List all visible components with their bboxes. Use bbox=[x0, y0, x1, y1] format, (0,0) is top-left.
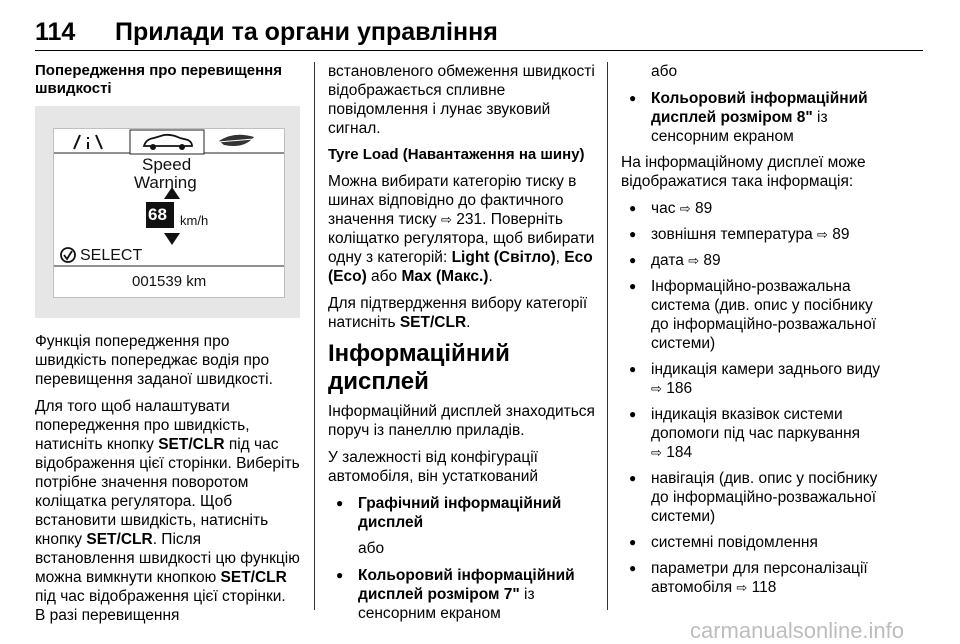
list-item: ● зовнішня температура ⇨ 89 bbox=[621, 225, 891, 244]
check-circle-icon bbox=[61, 248, 75, 262]
info-display-location: Інформаційний дисплей знаходиться поруч із панеллю приладів. bbox=[328, 403, 595, 439]
speed-warning-figure bbox=[35, 106, 300, 318]
header-rule bbox=[35, 50, 923, 51]
column-1 bbox=[35, 62, 300, 633]
display-speed-label: Speed bbox=[142, 155, 192, 174]
page-ref-arrow-icon: ⇨ bbox=[688, 253, 700, 268]
column-2 bbox=[328, 62, 596, 630]
list-item: ● індикація камери заднього виду ⇨ 186 bbox=[621, 360, 891, 398]
list-item: ● час ⇨ 89 bbox=[621, 199, 891, 218]
display-types-list-2 bbox=[328, 566, 596, 623]
column-3 bbox=[621, 62, 891, 604]
display-warning-label: Warning bbox=[134, 173, 197, 192]
display-odometer: 001539 km bbox=[132, 273, 207, 290]
road-info-icon bbox=[74, 135, 102, 149]
page-ref-arrow-icon: ⇨ bbox=[817, 227, 828, 242]
list-item: ● індикація вказівок системи допомоги під час паркування ⇨ 184 bbox=[621, 405, 891, 462]
list-item: ● Інформаційно-розважальна система (див. опис у посібнику до інформаційно-розважальної системи) bbox=[621, 277, 891, 353]
page-title: Прилади та органи управління bbox=[115, 18, 498, 46]
list-item: ● параметри для персоналізації автомобіля ⇨ 118 bbox=[621, 559, 891, 597]
info-display-config: У залежності від конфігурації автомобіля, він устаткований bbox=[328, 449, 539, 485]
page-header bbox=[35, 14, 925, 54]
tyre-load-text: Можна вибирати категорію тиску в шинах відповідно до фактичного значення тиску ⇨ 231. Поверніть коліщатко регулятора, щоб вибирати одну з категорій: Light (Світло), Eco (Eco) або Max (Макс.). bbox=[328, 173, 595, 285]
display-select-label: SELECT bbox=[80, 247, 143, 264]
speed-warning-instructions: Для того щоб налаштувати попередження про швидкість, натисніть кнопку SET/CLR під час відображення цієї сторінки. Виберіть потрібне значення поворотом коліщатка регулятора. Щоб встановити швидкість, натисніть кнопку SET/CLR. Після встановлення швидкості цю функцію можна вимкнути кнопкою SET/CLR під час відображення цієї сторінки. В разі перевищення bbox=[35, 398, 300, 624]
list-item: ● системні повідомлення bbox=[621, 533, 891, 552]
display-speed-unit: km/h bbox=[180, 213, 209, 228]
tyre-load-confirm: Для підтвердження вибору категорії натисніть SET/CLR. bbox=[328, 295, 588, 331]
tyre-load-heading: Tyre Load (Навантаження на шину) bbox=[328, 146, 585, 163]
info-items-list bbox=[621, 199, 891, 597]
list-item: ● Кольоровий інформаційний дисплей розміром 7" із сенсорним екраном bbox=[328, 566, 596, 623]
page-ref-arrow-icon: ⇨ bbox=[651, 445, 662, 460]
arrow-down-icon bbox=[164, 233, 180, 245]
page-ref-arrow-icon: ⇨ bbox=[736, 580, 748, 595]
column-divider-1 bbox=[314, 62, 315, 610]
leaf-icon bbox=[218, 135, 254, 146]
list-item: ● Графічний інформаційний дисплей bbox=[328, 494, 596, 532]
display-types-list-3 bbox=[621, 89, 891, 146]
info-display-heading: Інформаційний дисплей bbox=[328, 340, 510, 395]
display-types-list bbox=[328, 494, 596, 532]
info-display-contents-intro: На інформаційному дисплеї може відображатися така інформація: bbox=[621, 154, 866, 190]
list-item: ● Кольоровий інформаційний дисплей розміром 8" із сенсорним екраном bbox=[621, 89, 891, 146]
display-screen bbox=[53, 128, 285, 298]
page-ref-arrow-icon: ⇨ bbox=[679, 201, 691, 216]
or-text: або bbox=[358, 540, 385, 557]
watermark: carmanualsonline.info bbox=[690, 618, 905, 643]
list-item: ● дата ⇨ 89 bbox=[621, 251, 891, 270]
display-speed-value: 68 bbox=[148, 205, 167, 224]
page-number: 114 bbox=[35, 18, 76, 46]
speed-warning-heading: Попередження про перевищення швидкості bbox=[35, 62, 282, 97]
column-divider-2 bbox=[607, 62, 608, 610]
speed-warning-continued: встановленого обмеження швидкості відображається спливне повідомлення і лунає звуковий сигнал. bbox=[328, 63, 595, 137]
page-ref-arrow-icon: ⇨ bbox=[651, 381, 662, 396]
speed-warning-intro: Функція попередження про швидкість попереджає водія про перевищення заданої швидкості. bbox=[35, 333, 273, 388]
or-text: або bbox=[651, 63, 678, 80]
page-ref-arrow-icon: ⇨ bbox=[440, 212, 452, 227]
list-item: ● навігація (див. опис у посібнику до інформаційно-розважальної системи) bbox=[621, 469, 891, 526]
